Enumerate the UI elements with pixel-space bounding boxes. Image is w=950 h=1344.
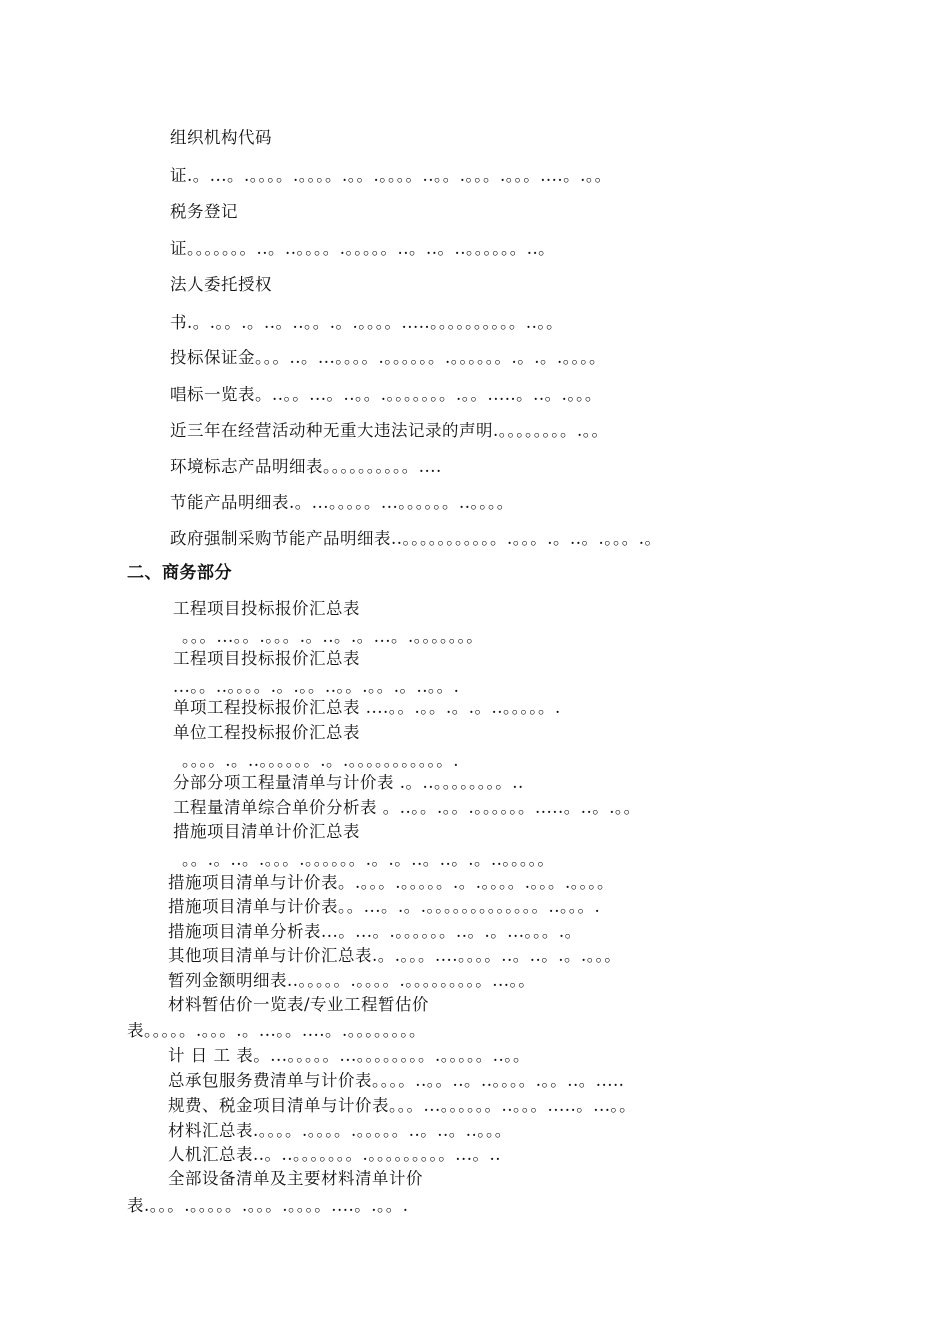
toc-entry: 规费、税金项目清单与计价表。。。...。。。。。。..。。。.....。...。。 [168, 1096, 637, 1115]
toc-entry: 计 日 工 表。...。。。。。...。。。。。。。。.。。。。。..。。 [168, 1046, 530, 1065]
toc-entry: 表.。。。.。。。。。.。。。.。。。。....。.。。. [127, 1196, 409, 1215]
toc-entry: 投标保证金。。。..。...。。。。.。。。。。。.。。。。。。.。.。.。。。。 [170, 348, 606, 367]
toc-entry: 书.。.。。.。..。..。。.。.。。。。.....。。。。。。。。。。..。。 [170, 313, 564, 332]
toc-entry: 全部设备清单及主要材料清单计价 [168, 1169, 423, 1188]
toc-entry: 组织机构代码 [170, 128, 272, 147]
toc-entry: 政府强制采购节能产品明细表..。。。。。。。。。。。.。。。.。..。.。。。.。 [170, 529, 662, 548]
toc-entry: 法人委托授权 [170, 275, 272, 294]
toc-entry: 。。。...。。.。。。.。..。.。...。.。。。。。。。 [182, 627, 484, 646]
toc-entry: 人机汇总表..。..。。。。。。。.。。。。。。。。。...。.. [168, 1145, 501, 1164]
toc-entry: 措施项目清单与计价表。.。。。.。。。。。.。.。。。。.。。。.。。。。 [168, 873, 614, 892]
toc-entry: 环境标志产品明细表。。。。。。。。。。.... [170, 457, 442, 476]
toc-entry: ...。。..。。。。.。.。。..。。.。。.。..。。. [173, 677, 460, 696]
toc-entry: 证.。...。.。。。。.。。。。.。。.。。。。..。。.。。。.。。。....。.。。 [170, 166, 612, 185]
section-heading: 二、商务部分 [127, 563, 232, 583]
toc-entry: 表。。。。。.。。。.。...。。....。.。。。。。。。。 [127, 1021, 426, 1040]
toc-entry: 唱标一览表。..。。...。..。。.。。。。。。。.。。.....。..。.。。。 [170, 385, 602, 404]
toc-entry: 。。。。.。..。。。。。。.。.。。。。。。。。。。。. [182, 751, 459, 770]
toc-entry: 措施项目清单计价汇总表 [173, 822, 360, 841]
toc-entry: 工程项目投标报价汇总表 [173, 649, 360, 668]
toc-entry: 。。.。..。.。。。.。。。。。。.。.。..。..。.。..。。。。。 [182, 850, 555, 869]
toc-entry: 证。。。。。。。..。..。。。。.。。。。。..。..。..。。。。。。..。 [170, 239, 556, 258]
toc-entry: 措施项目清单与计价表。。...。.。.。。。。。。。。。。。。。..。。。. [168, 897, 601, 916]
toc-entry: 单项工程投标报价汇总表 ....。。.。。.。.。..。。。。。. [173, 698, 561, 717]
toc-entry: 工程量清单综合单价分析表 。..。。.。。.。。。。。。.....。..。.。。 [173, 798, 641, 817]
toc-entry: 暂列金额明细表..。。。。。.。。。。.。。。。。。。。。...。。 [168, 971, 536, 990]
toc-entry: 节能产品明细表.。...。。。。。...。。。。。。..。。。。 [170, 493, 514, 512]
toc-entry: 分部分项工程量清单与计价表 .。..。。。。。。。。.. [173, 773, 524, 792]
toc-entry: 材料暂估价一览表/专业工程暂估价 [168, 995, 430, 1014]
toc-entry: 单位工程投标报价汇总表 [173, 723, 360, 742]
toc-entry: 其他项目清单与计价汇总表.。.。。。....。。。。..。..。.。.。。。 [168, 946, 622, 965]
toc-entry: 税务登记 [170, 202, 238, 221]
toc-entry: 工程项目投标报价汇总表 [173, 599, 360, 618]
toc-entry: 措施项目清单分析表...。...。.。。。。。。..。.。...。。。.。 [168, 922, 582, 941]
toc-entry: 材料汇总表.。。。。.。。。。.。。。。。..。..。..。。。 [168, 1121, 512, 1140]
toc-entry: 总承包服务费清单与计价表。。。。..。。..。..。。。。.。。..。..... [168, 1071, 625, 1090]
toc-entry: 近三年在经营活动种无重大违法记录的声明.。。。。。。。。.。。 [170, 421, 609, 440]
